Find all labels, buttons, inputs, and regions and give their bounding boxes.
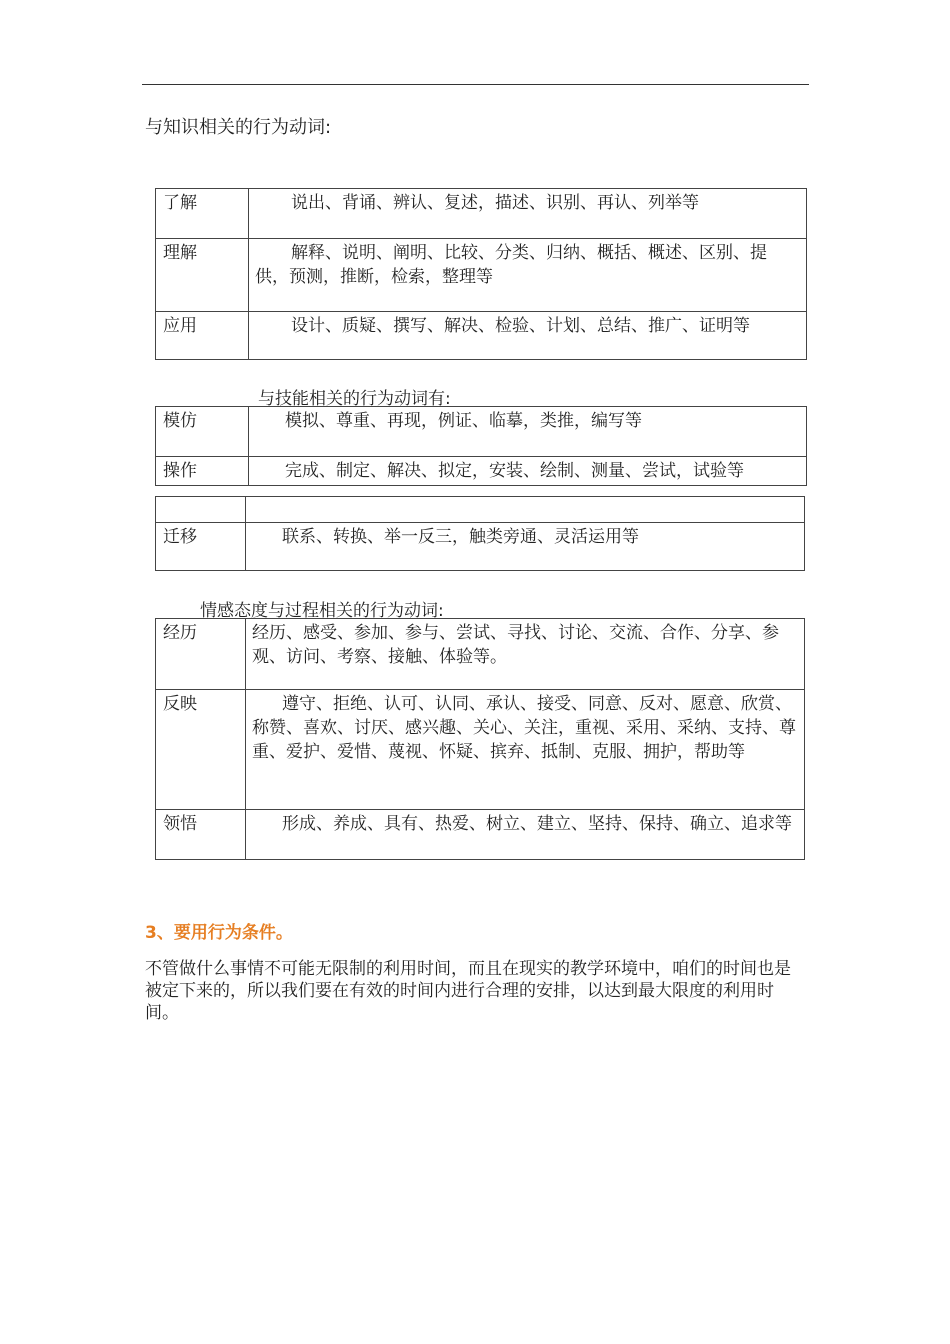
table-row: [156, 619, 805, 690]
table-row: [156, 523, 805, 571]
header-rule: [142, 84, 809, 85]
term-cell: 操作: [156, 457, 249, 486]
term-cell: 了解: [156, 189, 249, 239]
transfer-verbs-table: [155, 496, 805, 571]
table-row: [156, 497, 805, 523]
verbs-cell: 解释、说明、阐明、比较、分类、归纳、概括、概述、区别、提供，预测，推断，检索，整理等: [249, 239, 807, 312]
knowledge-verbs-title: 与知识相关的行为动词:: [145, 117, 332, 138]
verbs-cell: 模拟、尊重、再现，例证、临摹，类推，编写等: [249, 407, 807, 457]
table-row: [156, 810, 805, 860]
term-cell: 理解: [156, 239, 249, 312]
table-row: [156, 690, 805, 810]
emotion-verbs-table: [155, 618, 805, 860]
term-cell: 经历: [156, 619, 246, 690]
verbs-cell: 遵守、拒绝、认可、认同、承认、接受、同意、反对、愿意、欣赏、称赞、喜欢、讨厌、感兴趣、关心、关注，重视、采用、采纳、支持、尊重、爱护、爱惜、蔑视、怀疑、摈弃、抵制、克服、拥护，帮助等: [246, 690, 805, 810]
skill-verbs-title: 与技能相关的行为动词有:: [258, 389, 451, 409]
term-cell: 领悟: [156, 810, 246, 860]
table-row: [156, 407, 807, 457]
term-cell: 迁移: [156, 523, 246, 571]
table-row: [156, 239, 807, 312]
section-heading: 3、要用行为条件。: [145, 923, 293, 943]
verbs-cell: 联系、转换、举一反三，触类旁通、灵活运用等: [246, 523, 805, 571]
term-cell: 反映: [156, 690, 246, 810]
table-row: [156, 457, 807, 486]
verbs-cell: 设计、质疑、撰写、解决、检验、计划、总结、推广、证明等: [249, 312, 807, 360]
table-row: [156, 189, 807, 239]
skill-verbs-table: [155, 406, 807, 486]
term-cell: [156, 497, 246, 523]
body-paragraph: 不管做什么事情不可能无限制的利用时间，而且在现实的教学环境中，咱们的时间也是被定下来的，所以我们要在有效的时间内进行合理的安排，以达到最大限度的利用时间。: [145, 959, 791, 1023]
verbs-cell: 完成、制定、解决、拟定，安装、绘制、测量、尝试，试验等: [249, 457, 807, 486]
term-cell: 应用: [156, 312, 249, 360]
verbs-cell: [246, 497, 805, 523]
emotion-verbs-title: 情感态度与过程相关的行为动词:: [200, 601, 444, 621]
verbs-cell: 形成、养成、具有、热爱、树立、建立、坚持、保持、确立、追求等: [246, 810, 805, 860]
verbs-cell: 说出、背诵、辨认、复述，描述、识别、再认、列举等: [249, 189, 807, 239]
knowledge-verbs-table: [155, 188, 807, 360]
term-cell: 模仿: [156, 407, 249, 457]
table-row: [156, 312, 807, 360]
verbs-cell: 经历、感受、参加、参与、尝试、寻找、讨论、交流、合作、分享、参观、访问、考察、接触、体验等。: [246, 619, 805, 690]
